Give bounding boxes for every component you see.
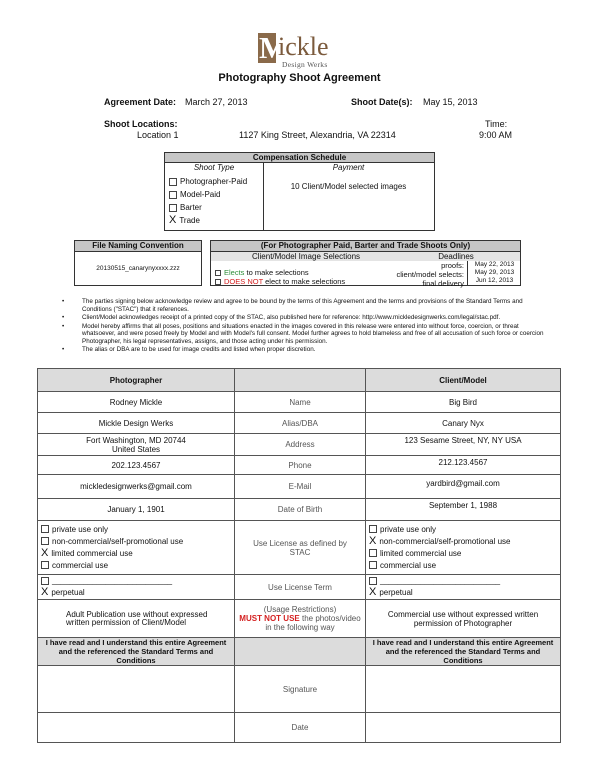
logo-subtitle: Design Werks (282, 60, 328, 69)
client-term-perpetual[interactable]: X perpetual (369, 586, 413, 598)
photographer-signature[interactable] (38, 666, 235, 713)
deadline-final-date: Jun 12, 2013 (475, 277, 514, 284)
logo-mark (258, 30, 289, 65)
shoot-type-list (169, 175, 247, 227)
photographer-restriction[interactable]: Adult Publication use without expressed written permission of Client/Model (38, 600, 235, 638)
does-not-elect-option[interactable]: DOES NOT elect to make selections (215, 277, 345, 286)
checkbox[interactable] (369, 549, 377, 557)
deadline-proofs-date: May 22, 2013 (474, 261, 515, 268)
restrictions-label: (Usage Restrictions) MUST NOT USE the photos/video in the following way (235, 600, 366, 638)
terms-bullets (62, 298, 552, 355)
shoot-type-barter[interactable]: Barter (169, 201, 247, 214)
checkbox[interactable] (215, 279, 221, 285)
photographer-address[interactable]: Fort Washington, MD 20744 United States (38, 434, 235, 456)
checkbox-checked[interactable]: X (369, 586, 377, 598)
client-acknowledgement: I have read and I understand this entire Agreement and the referenced the Standard Terms and Conditions (366, 638, 561, 666)
photographer-license-noncommercial[interactable]: non-commercial/self-promotional use (41, 536, 231, 548)
shoot-type-model-paid[interactable]: Model-Paid (169, 188, 247, 201)
checkbox[interactable] (41, 577, 49, 585)
checkbox-checked[interactable]: X (41, 586, 49, 598)
file-naming-value: 20130515_canarynyxxxx.zzz (96, 265, 180, 272)
dob-label: Date of Birth (235, 499, 366, 521)
client-license-private[interactable]: private use only (369, 524, 557, 536)
client-dob[interactable]: September 1, 1988 (366, 499, 561, 521)
deadline-proofs-label: proofs: (441, 261, 464, 270)
client-sign-date[interactable] (366, 713, 561, 743)
restrictions-row (38, 600, 561, 638)
document-title: Photography Shoot Agreement (218, 72, 381, 84)
client-header: Client/Model (366, 369, 561, 392)
checkbox[interactable] (169, 191, 177, 199)
name-label: Name (235, 392, 366, 413)
logo (258, 30, 336, 69)
checkbox[interactable] (41, 561, 49, 569)
bullet-item: • Client/Model acknowledges receipt of a printed copy of the STAC, also published here for reference: http://www.mickledesignwerks.com/legal/stac.pdf. (62, 314, 552, 322)
license-label: Use License as defined by STAC (235, 521, 366, 575)
client-address[interactable]: 123 Sesame Street, NY, NY USA (366, 434, 561, 456)
photographer-license-private[interactable]: private use only (41, 524, 231, 536)
selections-header: (For Photographer Paid, Barter and Trade Shoots Only) (211, 241, 520, 252)
deadline-labels (361, 261, 464, 288)
photographer-dob[interactable]: January 1, 1901 (38, 499, 235, 521)
table-row (38, 456, 561, 475)
photographer-header: Photographer (38, 369, 235, 392)
deadline-final-label: final delivery (422, 279, 464, 288)
client-signature[interactable] (366, 666, 561, 713)
photographer-email[interactable]: mickledesignwerks@gmail.com (38, 475, 235, 499)
ack-spacer (235, 638, 366, 666)
shoot-dates-value: May 15, 2013 (423, 97, 478, 107)
client-name[interactable]: Big Bird (366, 392, 561, 413)
photographer-name[interactable]: Rodney Mickle (38, 392, 235, 413)
email-label: E-Mail (235, 475, 366, 499)
image-selections-box (210, 240, 521, 286)
client-phone[interactable]: 212.123.4567 (366, 456, 561, 475)
deadline-selects-label: client/model selects: (396, 270, 464, 279)
photographer-term-custom[interactable]: ___________________________ (41, 575, 231, 587)
checkbox-checked[interactable]: X (369, 534, 377, 547)
deadlines-col-header: Deadlines (438, 252, 474, 261)
deadline-dates (467, 261, 521, 285)
photographer-sign-date[interactable] (38, 713, 235, 743)
checkbox[interactable] (369, 525, 377, 533)
table-row (38, 413, 561, 434)
photographer-license-options (38, 521, 235, 575)
selections-col-header: Client/Model Image Selections (251, 252, 361, 261)
date-row (38, 713, 561, 743)
shoot-type-photographer-paid[interactable]: Photographer-Paid (169, 175, 247, 188)
checkbox[interactable] (369, 561, 377, 569)
deadline-selects-date: May 29, 2013 (474, 269, 515, 276)
shoot-dates-label: Shoot Date(s): (351, 97, 413, 107)
agreement-date-value: March 27, 2013 (185, 97, 248, 107)
compensation-divider (263, 163, 264, 230)
table-header-row (38, 369, 561, 392)
checkbox-checked[interactable]: X (169, 214, 177, 226)
license-term-row (38, 575, 561, 600)
table-row (38, 392, 561, 413)
client-license-options (366, 521, 561, 575)
logo-initial: M (259, 30, 289, 65)
party-details-table (37, 368, 561, 743)
client-term-custom[interactable]: ___________________________ (369, 575, 557, 587)
elects-option[interactable]: Elects to make selections (215, 268, 345, 277)
selection-options (215, 268, 345, 286)
alias-label: Alias/DBA (235, 413, 366, 434)
location-name: Location 1 (137, 130, 179, 140)
compensation-schedule (164, 152, 435, 231)
header-spacer (235, 369, 366, 392)
table-row (38, 475, 561, 499)
signature-label: Signature (235, 666, 366, 713)
client-restriction[interactable]: Commercial use without expressed written permission of Photographer (366, 600, 561, 638)
acknowledgement-row (38, 638, 561, 666)
location-address: 1127 King Street, Alexandria, VA 22314 (239, 130, 396, 140)
time-label: Time: (485, 119, 508, 129)
checkbox[interactable] (169, 178, 177, 186)
client-license-noncommercial[interactable]: X non-commercial/self-promotional use (369, 534, 511, 547)
payment-value: 10 Client/Model selected images (290, 182, 407, 191)
photographer-alias[interactable]: Mickle Design Werks (38, 413, 235, 434)
client-license-commercial[interactable]: commercial use (369, 560, 557, 572)
date-label: Date (235, 713, 366, 743)
file-naming-convention (74, 240, 202, 286)
photographer-term (38, 575, 235, 600)
client-email[interactable]: yardbird@gmail.com (366, 475, 561, 499)
checkbox[interactable] (169, 204, 177, 212)
checkbox[interactable] (215, 270, 221, 276)
photographer-term-perpetual[interactable]: X perpetual (41, 586, 85, 598)
client-term (366, 575, 561, 600)
shoot-type-trade[interactable]: X Trade (169, 214, 200, 226)
payment-header: Payment (332, 163, 365, 172)
table-row (38, 499, 561, 521)
photographer-license-limited[interactable]: X limited commercial use (41, 546, 133, 559)
photographer-acknowledgement: I have read and I understand this entire Agreement and the referenced the Standard Terms and Conditions (38, 638, 235, 666)
address-label: Address (235, 434, 366, 456)
signature-row (38, 666, 561, 713)
compensation-header: Compensation Schedule (165, 153, 434, 163)
checkbox-checked[interactable]: X (41, 546, 49, 559)
client-license-limited[interactable]: limited commercial use (369, 548, 557, 560)
bullet-item: • The parties signing below acknowledge review and agree to be bound by the terms of this Agreement and the terms and provisions of the Standard Terms and Conditions ("STAC") that it references. (62, 298, 552, 313)
checkbox[interactable] (41, 537, 49, 545)
checkbox[interactable] (369, 577, 377, 585)
file-naming-header: File Naming Convention (75, 241, 201, 252)
license-row (38, 521, 561, 575)
phone-label: Phone (235, 456, 366, 475)
location-time: 9:00 AM (479, 130, 513, 140)
shoot-type-header: Shoot Type (193, 163, 235, 172)
bullet-item: • Model hereby affirms that all poses, positions and situations enacted in the images covered in this release were entered into without force, coercion, or threat whatsoever, and were posed freely by Model and with Model's full consent. Model further agrees to hold blameless and free of all accusation of such force or coercion Photographer, his legal representatives, assigns, and those acting under his permission. (62, 323, 552, 346)
agreement-date-label: Agreement Date: (104, 97, 177, 107)
locations-label: Shoot Locations: (104, 119, 178, 129)
client-alias[interactable]: Canary Nyx (366, 413, 561, 434)
photographer-license-commercial[interactable]: commercial use (41, 560, 231, 572)
checkbox[interactable] (41, 525, 49, 533)
term-label: Use License Term (235, 575, 366, 600)
logo-text: ickle (278, 32, 329, 61)
bullet-item: • The alias or DBA are to be used for image credits and listed when proper discretion. (62, 346, 552, 354)
table-row (38, 434, 561, 456)
photographer-phone[interactable]: 202.123.4567 (38, 456, 235, 475)
